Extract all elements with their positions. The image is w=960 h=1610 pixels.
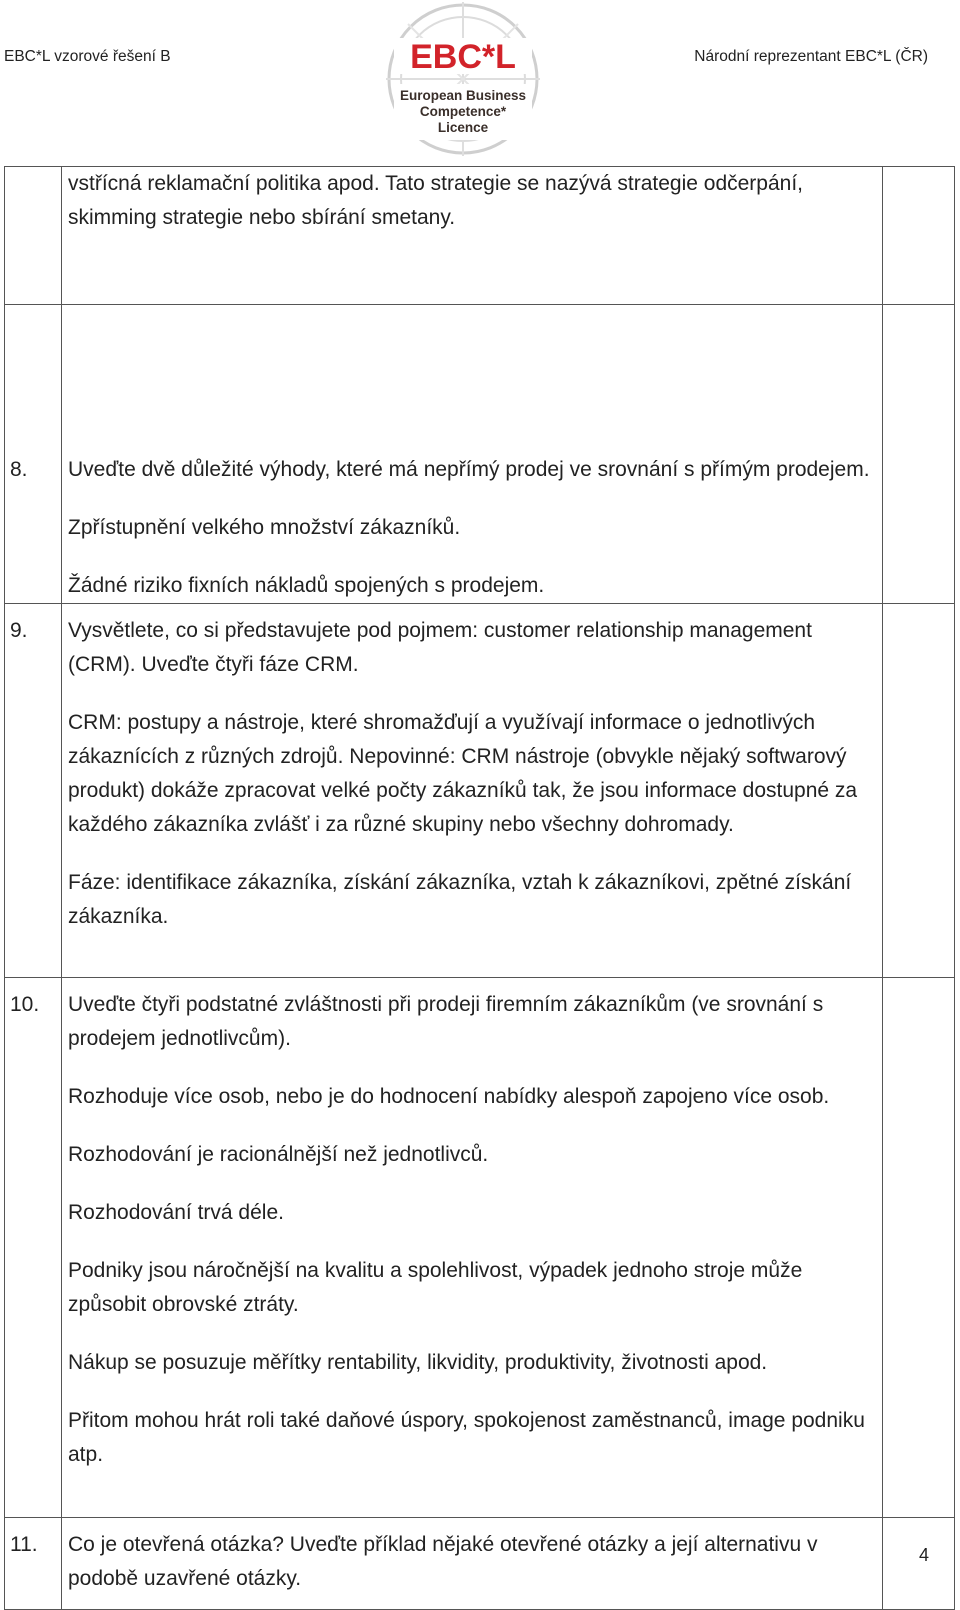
question-row (5, 305, 955, 604)
questions-table (4, 166, 955, 1610)
question-text: Uveďte čtyři podstatné zvláštnosti při prodeji firemním zákazníkům (ve srovnání s prodejem jednotlivcům). (68, 993, 824, 1050)
answer-text: Rozhodování je racionálnější než jednotlivců. (68, 1143, 489, 1166)
points-cell (883, 604, 955, 978)
answer-text: Rozhoduje více osob, nebo je do hodnocení nabídky alespoň zapojeno více osob. (68, 1085, 830, 1108)
points-cell (883, 305, 955, 604)
question-row (5, 978, 955, 1518)
answer-text: Žádné riziko fixních nákladů spojených s prodejem. (68, 574, 545, 597)
question-body-cell (62, 167, 883, 305)
question-text: Vysvětlete, co si představujete pod pojmem: customer relationship management (CRM). Uveďte čtyři fáze CRM. (68, 619, 812, 676)
question-row (5, 1518, 955, 1610)
svg-text:Competence*: Competence* (419, 104, 507, 119)
answer-text: Přitom mohou hrát roli také daňové úspory, spokojenost zaměstnanců, image podniku atp. (68, 1409, 865, 1466)
question-number-cell (5, 1518, 62, 1610)
question-number-cell (5, 305, 62, 604)
answer-text: Rozhodování trvá déle. (68, 1201, 284, 1224)
question-number-cell (5, 167, 62, 305)
answer-text: vstřícná reklamační politika apod. Tato strategie se nazývá strategie odčerpání, skimming strategie nebo sbírání smetany. (68, 172, 804, 229)
question-body-cell (62, 305, 883, 604)
question-body-cell (62, 978, 883, 1518)
question-text: Co je otevřená otázka? Uveďte příklad nějaké otevřené otázky a její alternativu v podobě uzavřené otázky. (68, 1533, 818, 1590)
question-body-cell (62, 1518, 883, 1610)
answer-text: Nákup se posuzuje měřítky rentability, likvidity, produktivity, životnosti apod. (68, 1351, 768, 1374)
question-number: 9. (10, 619, 28, 642)
header-right-text: Národní reprezentant EBC*L (ČR) (694, 48, 928, 65)
question-body-cell (62, 604, 883, 978)
question-number-cell (5, 604, 62, 978)
question-number: 11. (10, 1533, 38, 1556)
points-cell (883, 978, 955, 1518)
question-row (5, 167, 955, 305)
question-row (5, 604, 955, 978)
header-left-text: EBC*L vzorové řešení B (4, 48, 171, 65)
logo-brand: EBC*L (410, 38, 516, 76)
question-text: Uveďte dvě důležité výhody, které má nepřímý prodej ve srovnání s přímým prodejem. (68, 458, 870, 481)
question-number-cell (5, 978, 62, 1518)
page-number: 4 (918, 1545, 929, 1565)
points-cell (883, 167, 955, 305)
svg-text:European Business: European Business (399, 88, 527, 103)
answer-text: Podniky jsou náročnější na kvalitu a spolehlivost, výpadek jednoho stroje může způsobit obrovské ztráty. (68, 1259, 803, 1316)
answer-text: Zpřístupnění velkého množství zákazníků. (68, 516, 461, 539)
svg-text:Licence: Licence (437, 120, 489, 135)
ebcl-logo (372, 0, 554, 158)
answer-text: CRM: postupy a nástroje, které shromažďují a využívají informace o jednotlivých zákaznících z různých zdrojů. Nepovinné: CRM nástroje (obvykle nějaký softwarový produkt) dokáže zpracovat velké počty zákazníků tak, že jsou informace dostupné za každého zákazníka zvlášť i za různé skupiny nebo všechny dohromady. (68, 711, 858, 836)
answer-text: Fáze: identifikace zákazníka, získání zákazníka, vztah k zákazníkovi, zpětné získání zákazníka. (68, 871, 852, 928)
question-number: 8. (10, 458, 28, 481)
question-number: 10. (10, 993, 40, 1016)
